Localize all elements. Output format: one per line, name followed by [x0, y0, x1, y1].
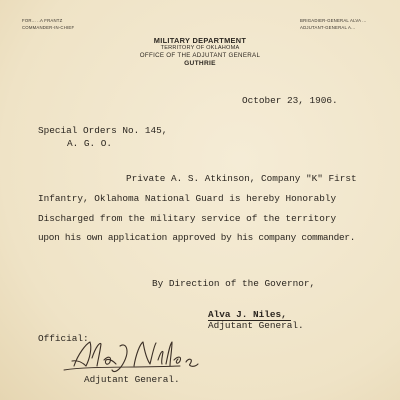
- direction-line: By Direction of the Governor,: [152, 278, 316, 289]
- letterhead-office: OFFICE OF THE ADJUTANT GENERAL: [139, 52, 261, 59]
- signer-name: Alva J. Niles,: [208, 309, 287, 320]
- letterhead-right-name: BRIGADIER-GENERAL ALVA ...: [300, 18, 367, 23]
- letter-date: October 23, 1906.: [242, 95, 338, 106]
- letterhead-left-title: COMMANDER-IN-CHIEF: [22, 25, 75, 30]
- signer-title: Adjutant General.: [208, 320, 304, 331]
- body-line-2: Infantry, Oklahoma National Guard is hereby Honorably: [38, 193, 337, 204]
- letterhead-department: MILITARY DEPARTMENT: [153, 36, 247, 45]
- special-orders-number: Special Orders No. 145,: [38, 125, 168, 136]
- letterhead-city: GUTHRIE: [184, 60, 216, 67]
- body-line-4: upon his own application approved by his company commander.: [38, 232, 356, 243]
- handwritten-signature: [60, 336, 210, 378]
- official-title: Adjutant General.: [84, 374, 180, 385]
- body-line-1: Private A. S. Atkinson, Company "K" First: [126, 173, 357, 184]
- letterhead-left-name: FOR... ..A FRANTZ: [22, 18, 63, 23]
- official-label: Official:: [38, 333, 89, 344]
- letterhead-territory: TERRITORY OF OKLAHOMA: [160, 45, 240, 51]
- body-line-3: Discharged from the military service of the territory: [38, 213, 337, 224]
- letterhead-right-title: ADJUTANT-GENERAL A...: [300, 25, 356, 30]
- special-orders-office: A. G. O.: [67, 138, 113, 149]
